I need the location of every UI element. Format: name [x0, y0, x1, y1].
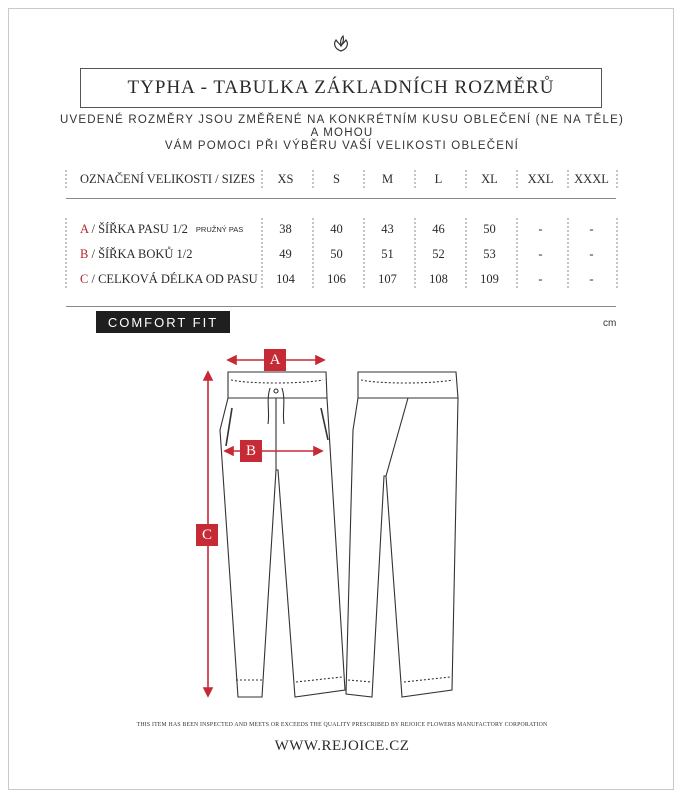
row-letter: A: [80, 221, 89, 236]
size-xxl: XXL: [527, 171, 554, 186]
table-cell: 50: [483, 221, 496, 236]
trousers-back-view: [346, 372, 458, 697]
row-letter: B: [80, 246, 89, 261]
size-xl: XL: [481, 171, 498, 186]
table-cell: -: [589, 221, 594, 236]
subtitle-line-2: VÁM POMOCI PŘI VÝBĚRU VAŠÍ VELIKOSTI OBLEČENÍ: [164, 140, 520, 152]
table-cell: 108: [429, 271, 448, 286]
table-cell: -: [538, 246, 543, 261]
table-cell: -: [538, 221, 543, 236]
unit-label: cm: [603, 318, 617, 329]
table-cell: -: [589, 271, 594, 286]
table-cell: -: [538, 271, 543, 286]
size-xxxl: XXXL: [574, 171, 609, 186]
size-l: L: [434, 171, 443, 186]
table-cell: 49: [279, 246, 292, 261]
quality-note: THIS ITEM HAS BEEN INSPECTED AND MEETS OR EXCEEDS THE QUALITY PRESCRIBED BY REJOICE FLOWERS MANUFACTORY CORPORATION: [136, 722, 548, 728]
table-cell: 107: [378, 271, 397, 286]
website-link[interactable]: WWW.REJOICE.CZ: [274, 738, 410, 754]
page-title: TYPHA - TABULKA ZÁKLADNÍCH ROZMĚRŮ: [80, 68, 602, 108]
size-m: M: [381, 171, 394, 186]
size-xs: XS: [277, 171, 294, 186]
table-cell: -: [589, 246, 594, 261]
table-cell: 40: [330, 221, 343, 236]
measure-label-a: A: [264, 349, 286, 371]
table-cell: 106: [327, 271, 346, 286]
table-cell: 46: [432, 221, 445, 236]
size-header-label: OZNAČENÍ VELIKOSTI / SIZES: [80, 171, 256, 186]
table-cell: 43: [381, 221, 394, 236]
table-cell: 51: [381, 246, 394, 261]
row-note: PRUŽNÝ PAS: [195, 224, 244, 234]
measure-label-b: B: [240, 440, 262, 462]
trousers-front-view: [220, 372, 345, 697]
subtitle-line-1: UVEDENÉ ROZMĚRY JSOU ZMĚŘENÉ NA KONKRÉTNÍM KUSU OBLEČENÍ (NE NA TĚLE) A MOHOU: [60, 114, 624, 139]
table-cell: 109: [480, 271, 499, 286]
row-label: / ŠÍŘKA BOKŮ 1/2: [88, 246, 193, 261]
table-cell: 38: [279, 221, 292, 236]
table-cell: 50: [330, 246, 343, 261]
row-label: / ŠÍŘKA PASU 1/2: [88, 221, 188, 236]
table-cell: 104: [276, 271, 295, 286]
row-label: / CELKOVÁ DÉLKA OD PASU: [88, 271, 258, 286]
table-cell: 52: [432, 246, 445, 261]
measure-label-c: C: [196, 524, 218, 546]
row-letter: C: [80, 271, 89, 286]
fit-badge: COMFORT FIT: [96, 311, 230, 333]
table-cell: 53: [483, 246, 496, 261]
size-s: S: [333, 171, 340, 186]
